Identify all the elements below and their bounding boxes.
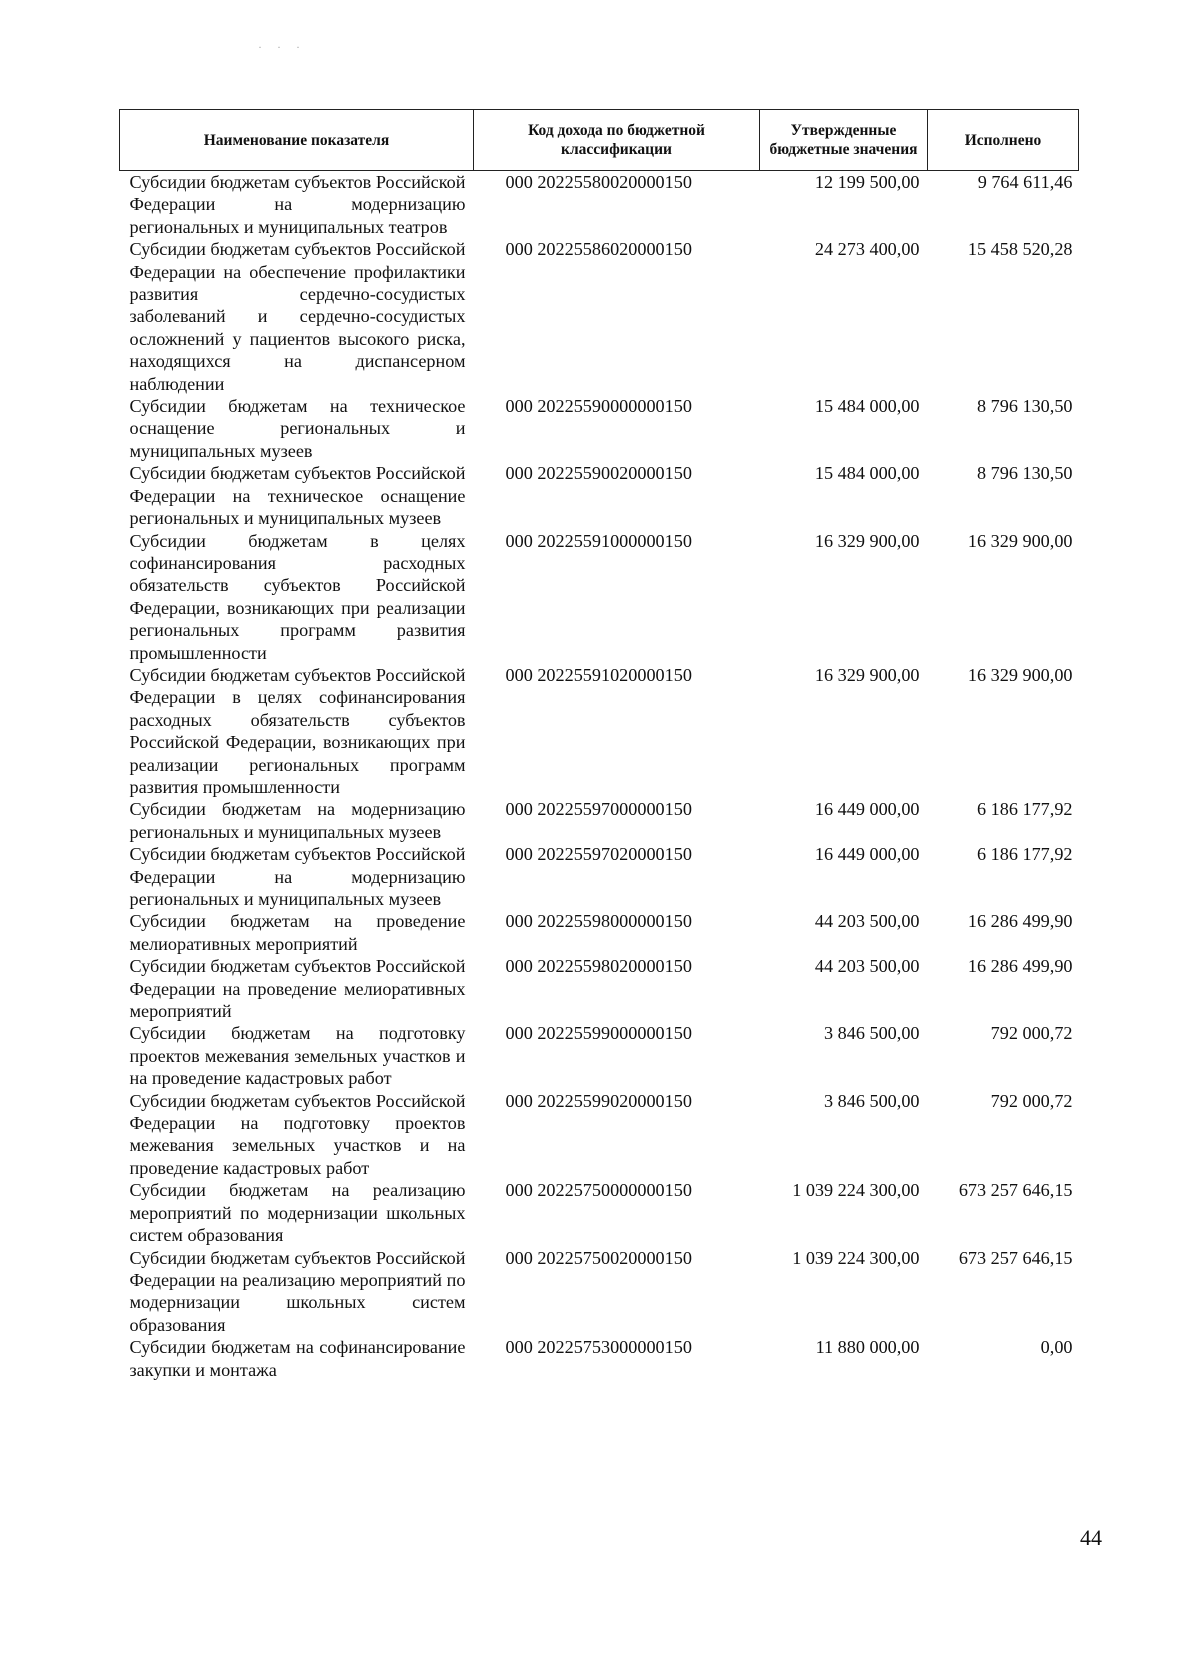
approved-value-cell: 3 846 500,00 xyxy=(824,1023,920,1044)
income-code-cell: 000 20225590020000150 xyxy=(505,463,692,484)
table-row xyxy=(120,798,1079,843)
income-code-cell: 000 20225750020000150 xyxy=(505,1247,692,1268)
indicator-name-cell: Субсидии бюджетам в целях софинансирования расходных обязательств субъектов Российской Федерации, возникающих при реализации региональных программ развития промышленности xyxy=(129,530,466,663)
page-number: 44 xyxy=(1080,1525,1102,1550)
header-approved: Утвержденные бюджетные значения xyxy=(760,110,928,171)
income-code-cell: 000 20225599000000150 xyxy=(505,1023,692,1044)
approved-value-cell: 44 203 500,00 xyxy=(814,956,920,977)
indicator-name-cell: Субсидии бюджетам на софинансирование закупки и монтажа xyxy=(129,1337,466,1380)
approved-value-cell: 15 484 000,00 xyxy=(814,463,920,484)
table-row xyxy=(120,1179,1079,1246)
scan-artifact: · · · xyxy=(258,40,306,54)
table-row xyxy=(120,238,1079,395)
income-code-cell: 000 20225590000000150 xyxy=(505,396,692,417)
executed-value-cell: 792 000,72 xyxy=(990,1023,1073,1044)
executed-value-cell: 6 186 177,92 xyxy=(977,844,1073,865)
income-code-cell: 000 20225597000000150 xyxy=(505,799,692,820)
table-row xyxy=(120,1090,1079,1180)
approved-value-cell: 1 039 224 300,00 xyxy=(792,1180,920,1201)
income-code-cell: 000 20225580020000150 xyxy=(505,172,692,192)
executed-value-cell: 15 458 520,28 xyxy=(967,239,1073,260)
income-code-cell: 000 20225598020000150 xyxy=(505,956,692,977)
indicator-name-cell: Субсидии бюджетам субъектов Российской Федерации на техническое оснащение региональных и муниципальных музеев xyxy=(129,463,466,529)
executed-value-cell: 673 257 646,15 xyxy=(958,1180,1073,1201)
executed-value-cell: 16 329 900,00 xyxy=(967,530,1073,551)
table-row xyxy=(120,171,1079,239)
table-row xyxy=(120,1247,1079,1337)
budget-table xyxy=(119,109,1079,1381)
executed-value-cell: 16 286 499,90 xyxy=(967,956,1073,977)
income-code-cell: 000 20225750000000150 xyxy=(505,1180,692,1201)
approved-value-cell: 12 199 500,00 xyxy=(814,172,920,192)
executed-value-cell: 673 257 646,15 xyxy=(958,1247,1073,1268)
approved-value-cell: 16 449 000,00 xyxy=(814,844,920,865)
executed-value-cell: 9 764 611,46 xyxy=(977,172,1073,192)
approved-value-cell: 44 203 500,00 xyxy=(814,911,920,932)
executed-value-cell: 16 286 499,90 xyxy=(967,911,1073,932)
income-code-cell: 000 20225591000000150 xyxy=(505,530,692,551)
table-row xyxy=(120,843,1079,910)
executed-value-cell: 792 000,72 xyxy=(990,1090,1073,1111)
table-row xyxy=(120,1022,1079,1089)
approved-value-cell: 16 449 000,00 xyxy=(814,799,920,820)
table-row xyxy=(120,395,1079,462)
table-header-row xyxy=(120,110,1079,171)
header-executed: Исполнено xyxy=(928,110,1079,171)
indicator-name-cell: Субсидии бюджетам субъектов Российской Федерации на обеспечение профилактики развития сердечно-сосудистых заболеваний и сердечно-сосудистых осложнений у пациентов высокого риска, находящихся на диспансерном наблюдении xyxy=(129,239,466,394)
indicator-name-cell: Субсидии бюджетам субъектов Российской Федерации в целях софинансирования расходных обязательств субъектов Российской Федерации, возникающих при реализации региональных программ развития промышленности xyxy=(129,664,466,797)
table-body xyxy=(120,171,1079,1381)
indicator-name-cell: Субсидии бюджетам субъектов Российской Федерации на проведение мелиоративных мероприятий xyxy=(129,956,466,1022)
table-row xyxy=(120,530,1079,664)
table-row xyxy=(120,910,1079,955)
income-code-cell: 000 20225597020000150 xyxy=(505,844,692,865)
indicator-name-cell: Субсидии бюджетам на проведение мелиоративных мероприятий xyxy=(129,911,466,954)
income-code-cell: 000 20225591020000150 xyxy=(505,664,692,685)
indicator-name-cell: Субсидии бюджетам на модернизацию региональных и муниципальных музеев xyxy=(129,799,466,842)
executed-value-cell: 8 796 130,50 xyxy=(977,396,1073,417)
income-code-cell: 000 20225753000000150 xyxy=(505,1337,692,1358)
indicator-name-cell: Субсидии бюджетам на техническое оснащение региональных и муниципальных музеев xyxy=(129,396,466,461)
table-row xyxy=(120,462,1079,529)
indicator-name-cell: Субсидии бюджетам субъектов Российской Федерации на модернизацию региональных и муниципальных музеев xyxy=(129,844,466,909)
indicator-name-cell: Субсидии бюджетам субъектов Российской Федерации на реализацию мероприятий по модернизации школьных систем образования xyxy=(129,1247,466,1335)
header-name: Наименование показателя xyxy=(120,110,474,171)
indicator-name-cell: Субсидии бюджетам субъектов Российской Федерации на модернизацию региональных и муниципальных театров xyxy=(129,172,466,237)
indicator-name-cell: Субсидии бюджетам на реализацию мероприятий по модернизации школьных систем образования xyxy=(129,1180,466,1246)
table-row xyxy=(120,1336,1079,1381)
approved-value-cell: 15 484 000,00 xyxy=(814,396,920,417)
indicator-name-cell: Субсидии бюджетам субъектов Российской Федерации на подготовку проектов межевания земельных участков и на проведение кадастровых работ xyxy=(129,1090,466,1178)
income-code-cell: 000 20225599020000150 xyxy=(505,1090,692,1111)
approved-value-cell: 1 039 224 300,00 xyxy=(792,1247,920,1268)
header-code: Код дохода по бюджетной классификации xyxy=(474,110,760,171)
approved-value-cell: 24 273 400,00 xyxy=(814,239,920,260)
table-row xyxy=(120,664,1079,798)
executed-value-cell: 16 329 900,00 xyxy=(967,664,1073,685)
executed-value-cell: 8 796 130,50 xyxy=(977,463,1073,484)
executed-value-cell: 0,00 xyxy=(1040,1337,1073,1358)
approved-value-cell: 16 329 900,00 xyxy=(814,664,920,685)
executed-value-cell: 6 186 177,92 xyxy=(977,799,1073,820)
approved-value-cell: 11 880 000,00 xyxy=(815,1337,920,1358)
table-row xyxy=(120,955,1079,1022)
indicator-name-cell: Субсидии бюджетам на подготовку проектов межевания земельных участков и на проведение кадастровых работ xyxy=(129,1023,466,1089)
income-code-cell: 000 20225598000000150 xyxy=(505,911,692,932)
approved-value-cell: 3 846 500,00 xyxy=(824,1090,920,1111)
approved-value-cell: 16 329 900,00 xyxy=(814,530,920,551)
income-code-cell: 000 20225586020000150 xyxy=(505,239,692,260)
